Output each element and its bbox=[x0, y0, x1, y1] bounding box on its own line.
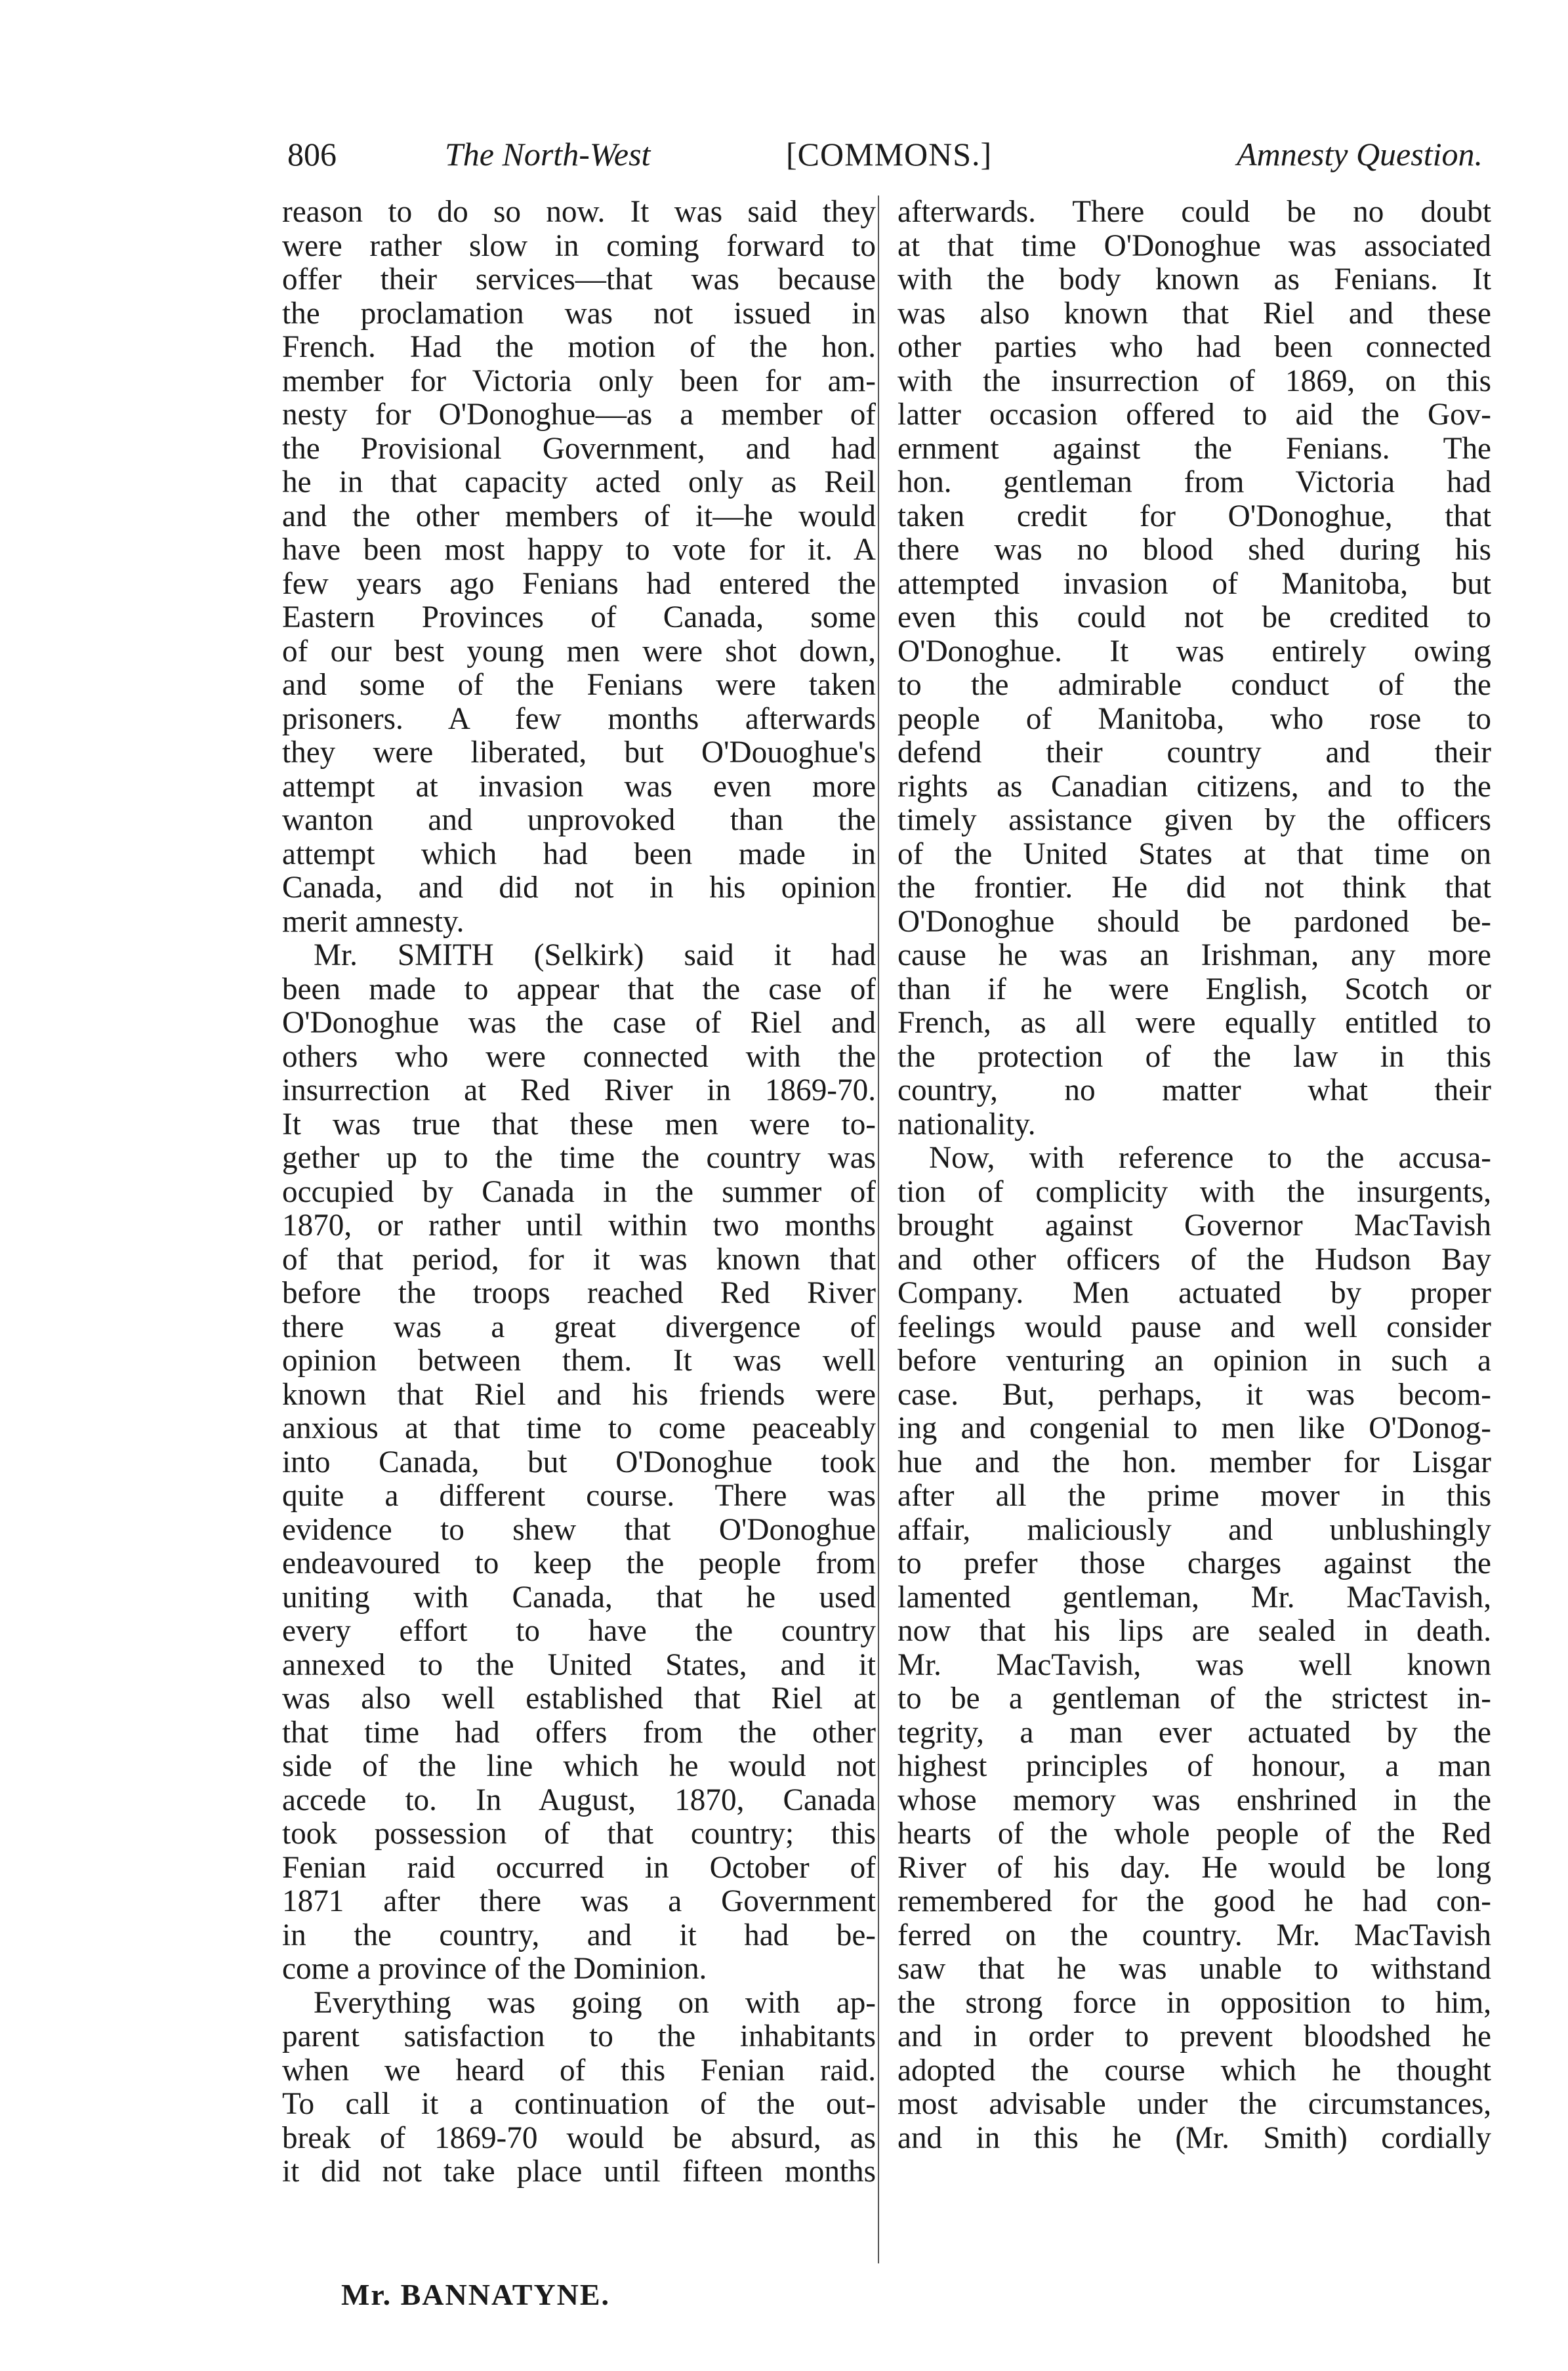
text-line: evidence to shew that O'Donoghue bbox=[282, 1512, 876, 1547]
text-line: in the country, and it had be- bbox=[282, 1918, 876, 1952]
text-line: affair, maliciously and unblushingly bbox=[897, 1512, 1491, 1547]
page-number: 806 bbox=[287, 136, 337, 173]
text-line: Everything was going on with ap- bbox=[314, 1985, 876, 2020]
text-line: after all the prime mover in this bbox=[897, 1479, 1491, 1513]
text-line: wanton and unprovoked than the bbox=[282, 803, 876, 837]
text-line: there was a great divergence of bbox=[282, 1309, 876, 1344]
header-right-title: Amnesty Question. bbox=[1237, 136, 1483, 173]
text-line: gether up to the time the country was bbox=[282, 1141, 876, 1175]
text-line: the strong force in opposition to him, bbox=[897, 1985, 1491, 2020]
text-line: when we heard of this Fenian raid. bbox=[282, 2053, 876, 2088]
text-line: of the United States at that time on bbox=[897, 836, 1491, 871]
text-line: saw that he was unable to withstand bbox=[897, 1952, 1491, 1986]
text-line: few years ago Fenians had entered the bbox=[282, 566, 876, 601]
text-line: To call it a continuation of the out- bbox=[282, 2087, 876, 2121]
text-line: have been most happy to vote for it. A bbox=[282, 533, 876, 567]
text-line: were rather slow in coming forward to bbox=[282, 228, 876, 263]
text-line: and in this he (Mr. Smith) cordially bbox=[897, 2120, 1491, 2155]
text-line: and other officers of the Hudson Bay bbox=[897, 1242, 1491, 1277]
text-line: 1871 after there was a Government bbox=[282, 1884, 876, 1918]
text-line: 1870, or rather until within two months bbox=[282, 1208, 876, 1243]
text-line: O'Donoghue should be pardoned be- bbox=[897, 904, 1491, 939]
text-line: annexed to the United States, and it bbox=[282, 1647, 876, 1682]
text-line: afterwards. There could be no doubt bbox=[897, 195, 1491, 229]
text-line: parent satisfaction to the inhabitants bbox=[282, 2019, 876, 2053]
text-line: the frontier. He did not think that bbox=[897, 871, 1491, 905]
text-line: Now, with reference to the accusa- bbox=[929, 1141, 1491, 1175]
text-line: tegrity, a man ever actuated by the bbox=[897, 1715, 1491, 1750]
text-line: they were liberated, but O'Douoghue's bbox=[282, 735, 876, 770]
catchword: Mr. BANNATYNE. bbox=[341, 2278, 611, 2311]
paragraph-fenian-raid bbox=[282, 1987, 876, 2189]
text-line: even this could not be credited to bbox=[897, 600, 1491, 634]
text-line: anxious at that time to come peaceably bbox=[282, 1411, 876, 1445]
text-line: attempt at invasion was even more bbox=[282, 769, 876, 804]
text-line: Canada, and did not in his opinion bbox=[282, 871, 876, 905]
text-line: to the admirable conduct of the bbox=[897, 668, 1491, 702]
right-column bbox=[897, 196, 1491, 2155]
text-line: took possession of that country; this bbox=[282, 1817, 876, 1851]
text-line: cause he was an Irishman, any more bbox=[897, 938, 1491, 972]
text-line: occupied by Canada in the summer of bbox=[282, 1174, 876, 1209]
text-line: member for Victoria only been for am- bbox=[282, 363, 876, 398]
text-line: prisoners. A few months afterwards bbox=[282, 701, 876, 736]
header-center-title: [COMMONS.] bbox=[786, 136, 993, 173]
text-line: uniting with Canada, that he used bbox=[282, 1580, 876, 1615]
text-line: Company. Men actuated by proper bbox=[897, 1276, 1491, 1310]
text-line: Mr. SMITH (Selkirk) said it had bbox=[314, 938, 876, 972]
text-line: break of 1869-70 would be absurd, as bbox=[282, 2120, 876, 2155]
text-line: it did not take place until fifteen months bbox=[282, 2155, 876, 2189]
text-line: he in that capacity acted only as Reil bbox=[282, 465, 876, 499]
text-line: side of the line which he would not bbox=[282, 1749, 876, 1783]
text-line: now that his lips are sealed in death. bbox=[897, 1614, 1491, 1648]
text-line: remembered for the good he had con- bbox=[897, 1884, 1491, 1918]
text-line: to be a gentleman of the strictest in- bbox=[897, 1681, 1491, 1716]
text-line: every effort to have the country bbox=[282, 1614, 876, 1648]
text-line: ferred on the country. Mr. MacTavish bbox=[897, 1918, 1491, 1952]
text-line: defend their country and their bbox=[897, 735, 1491, 770]
text-line: before venturing an opinion in such a bbox=[897, 1344, 1491, 1378]
text-line: It was true that these men were to- bbox=[282, 1107, 876, 1142]
text-line: hearts of the whole people of the Red bbox=[897, 1817, 1491, 1851]
paragraph-continuation-right bbox=[897, 196, 1491, 1142]
text-line: country, no matter what their bbox=[897, 1073, 1491, 1107]
text-line: most advisable under the circumstances, bbox=[897, 2087, 1491, 2121]
text-line: French, as all were equally entitled to bbox=[897, 1006, 1491, 1040]
text-line: taken credit for O'Donoghue, that bbox=[897, 499, 1491, 533]
text-line: lamented gentleman, Mr. MacTavish, bbox=[897, 1580, 1491, 1615]
text-line: attempt which had been made in bbox=[282, 836, 876, 871]
text-line: brought against Governor MacTavish bbox=[897, 1208, 1491, 1243]
text-line: offer their services—that was because bbox=[282, 262, 876, 297]
text-line: Eastern Provinces of Canada, some bbox=[282, 600, 876, 634]
text-line: timely assistance given by the officers bbox=[897, 803, 1491, 837]
text-line: hon. gentleman from Victoria had bbox=[897, 465, 1491, 499]
text-line: nationality. bbox=[897, 1107, 1036, 1142]
text-line: with the insurrection of 1869, on this bbox=[897, 363, 1491, 398]
paragraph-continuation bbox=[282, 196, 876, 939]
text-line: there was no blood shed during his bbox=[897, 533, 1491, 567]
text-line: whose memory was enshrined in the bbox=[897, 1783, 1491, 1817]
text-line: come a province of the Dominion. bbox=[282, 1952, 707, 1986]
text-line: adopted the course which he thought bbox=[897, 2053, 1491, 2088]
text-line: the Provisional Government, and had bbox=[282, 431, 876, 466]
text-line: people of Manitoba, who rose to bbox=[897, 701, 1491, 736]
text-line: the proclamation was not issued in bbox=[282, 296, 876, 331]
column-divider bbox=[878, 196, 879, 2263]
text-line: known that Riel and his friends were bbox=[282, 1377, 876, 1412]
text-line: into Canada, but O'Donoghue took bbox=[282, 1445, 876, 1479]
left-column bbox=[282, 196, 876, 2189]
text-line: at that time O'Donoghue was associated bbox=[897, 228, 1491, 263]
text-line: quite a different course. There was bbox=[282, 1479, 876, 1513]
text-line: was also well established that Riel at bbox=[282, 1681, 876, 1716]
text-line: Fenian raid occurred in October of bbox=[282, 1850, 876, 1885]
text-line: and in order to prevent bloodshed he bbox=[897, 2019, 1491, 2053]
text-line: before the troops reached Red River bbox=[282, 1276, 876, 1310]
text-line: ing and congenial to men like O'Donog- bbox=[897, 1411, 1491, 1445]
text-line: with the body known as Fenians. It bbox=[897, 262, 1491, 297]
text-line: Mr. MacTavish, was well known bbox=[897, 1647, 1491, 1682]
text-line: attempted invasion of Manitoba, but bbox=[897, 566, 1491, 601]
text-line: to prefer those charges against the bbox=[897, 1546, 1491, 1580]
text-line: the protection of the law in this bbox=[897, 1039, 1491, 1074]
text-line: than if he were English, Scotch or bbox=[897, 972, 1491, 1006]
paragraph-mactavish bbox=[897, 1142, 1491, 2155]
text-line: and the other members of it—he would bbox=[282, 499, 876, 533]
text-line: feelings would pause and well consider bbox=[897, 1309, 1491, 1344]
text-line: opinion between them. It was well bbox=[282, 1344, 876, 1378]
text-line: been made to appear that the case of bbox=[282, 972, 876, 1006]
text-line: that time had offers from the other bbox=[282, 1715, 876, 1750]
text-line: accede to. In August, 1870, Canada bbox=[282, 1783, 876, 1817]
text-line: nesty for O'Donoghue—as a member of bbox=[282, 398, 876, 432]
text-line: River of his day. He would be long bbox=[897, 1850, 1491, 1885]
text-line: latter occasion offered to aid the Gov- bbox=[897, 398, 1491, 432]
text-line: of that period, for it was known that bbox=[282, 1242, 876, 1277]
text-line: insurrection at Red River in 1869-70. bbox=[282, 1073, 876, 1107]
text-line: O'Donoghue was the case of Riel and bbox=[282, 1006, 876, 1040]
running-header bbox=[287, 131, 1483, 177]
text-line: others who were connected with the bbox=[282, 1039, 876, 1074]
text-line: ernment against the Fenians. The bbox=[897, 431, 1491, 466]
text-line: other parties who had been connected bbox=[897, 330, 1491, 364]
text-line: French. Had the motion of the hon. bbox=[282, 330, 876, 364]
text-line: tion of complicity with the insurgents, bbox=[897, 1174, 1491, 1209]
text-line: and some of the Fenians were taken bbox=[282, 668, 876, 702]
text-line: merit amnesty. bbox=[282, 904, 464, 939]
text-line: case. But, perhaps, it was becom- bbox=[897, 1377, 1491, 1412]
text-line: O'Donoghue. It was entirely owing bbox=[897, 634, 1491, 669]
text-line: endeavoured to keep the people from bbox=[282, 1546, 876, 1580]
text-line: highest principles of honour, a man bbox=[897, 1749, 1491, 1783]
header-left-title: The North-West bbox=[445, 136, 651, 173]
paragraph-smith-speech bbox=[282, 939, 876, 1987]
text-line: was also known that Riel and these bbox=[897, 296, 1491, 331]
text-line: rights as Canadian citizens, and to the bbox=[897, 769, 1491, 804]
text-line: of our best young men were shot down, bbox=[282, 634, 876, 669]
text-line: reason to do so now. It was said they bbox=[282, 195, 876, 229]
text-line: hue and the hon. member for Lisgar bbox=[897, 1445, 1491, 1479]
